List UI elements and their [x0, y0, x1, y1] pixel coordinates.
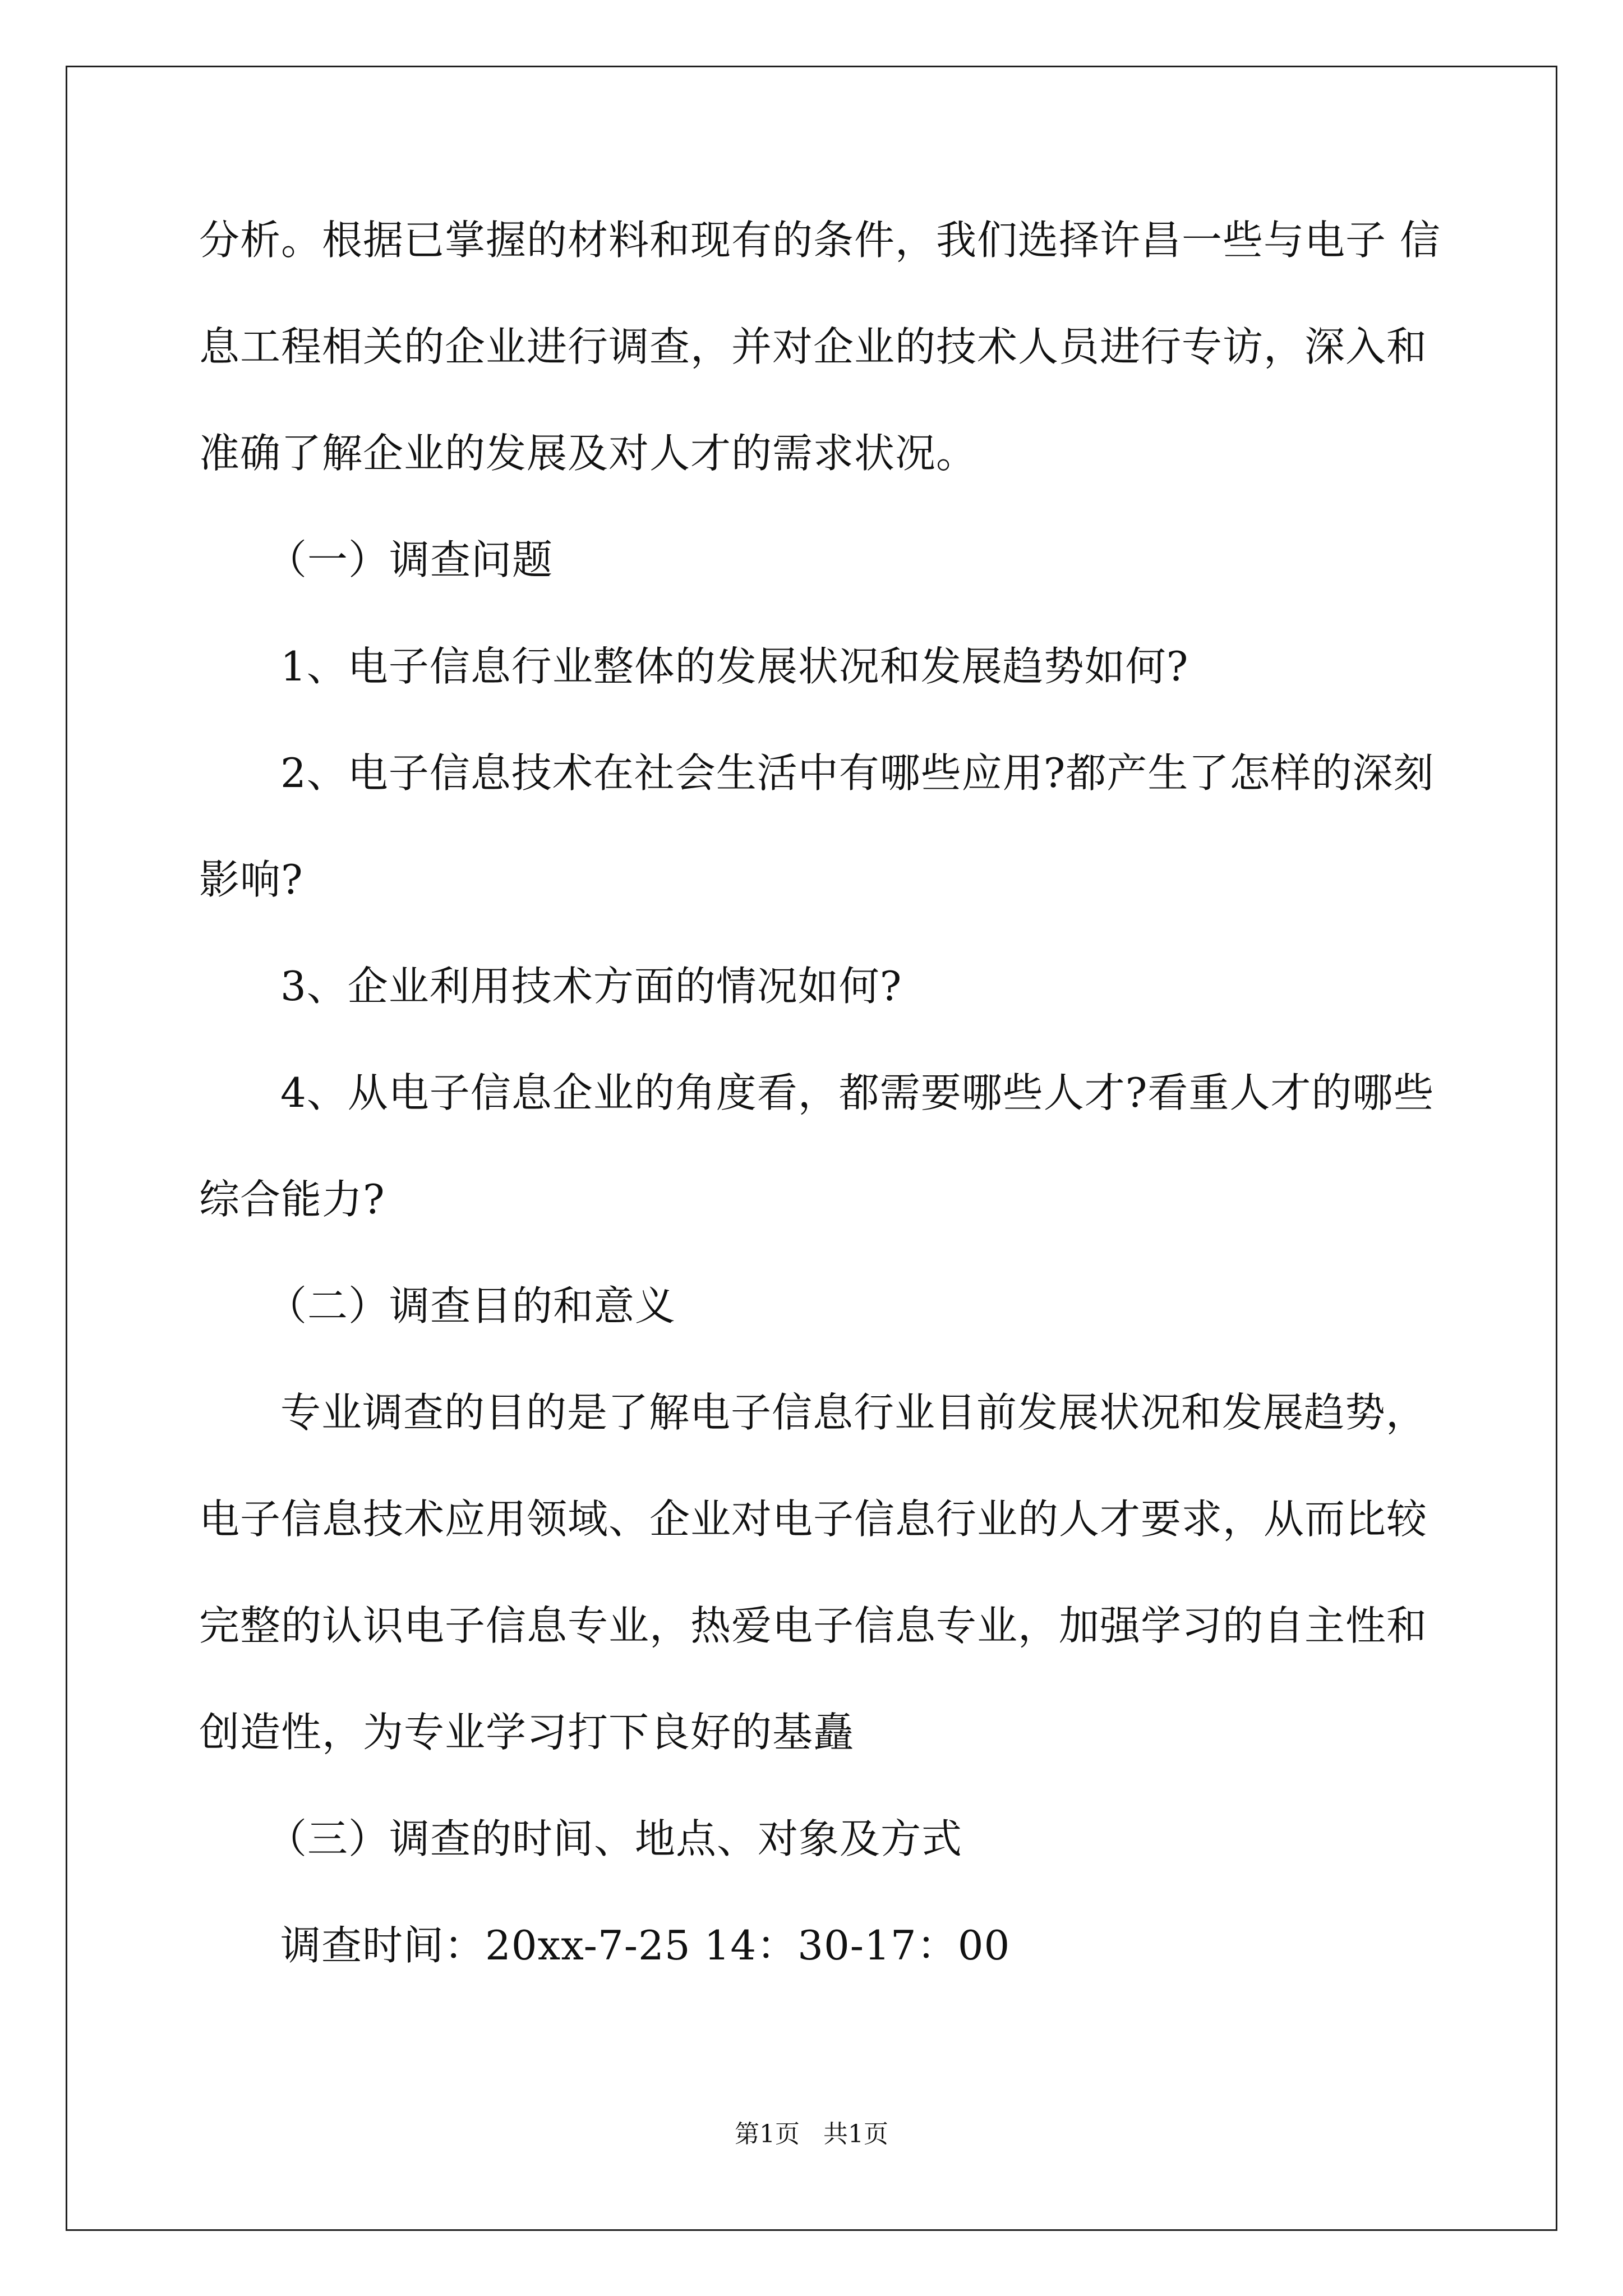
text-line: 4、从电子信息企业的角度看，都需要哪些人才?看重人才的哪些: [280, 1069, 1435, 1116]
text-line: 专业调查的目的是了解电子信息行业目前发展状况和发展趋势，: [280, 1389, 1427, 1436]
text-line: 1、电子信息行业整体的发展状况和发展趋势如何?: [280, 643, 1189, 690]
page-footer: 第1页 共1页: [735, 2120, 888, 2148]
page-border: [66, 66, 1557, 2231]
text-line: 3、企业利用技术方面的情况如何?: [280, 963, 902, 1010]
text-line: 分析。根据已掌握的材料和现有的条件，我们选择许昌一些与电子 信: [199, 217, 1441, 264]
text-line: 影响?: [199, 856, 303, 903]
section-heading: （二）调查目的和意义: [266, 1282, 676, 1329]
section-heading: （三）调查的时间、地点、对象及方式: [266, 1815, 963, 1862]
text-line: 2、电子信息技术在社会生活中有哪些应用?都产生了怎样的深刻: [280, 749, 1435, 797]
text-line: 调查时间：20xx-7-25 14：30-17：00: [280, 1922, 1011, 1969]
text-line: 息工程相关的企业进行调查，并对企业的技术人员进行专访，深入和: [199, 323, 1428, 370]
text-line: 电子信息技术应用领域、企业对电子信息行业的人才要求，从而比较: [199, 1496, 1428, 1543]
section-heading: （一）调查问题: [266, 536, 554, 583]
text-line: 创造性，为专业学习打下良好的基矗: [199, 1709, 855, 1756]
text-line: 准确了解企业的发展及对人才的需求状况。: [199, 430, 978, 477]
text-line: 完整的认识电子信息专业，热爱电子信息专业，加强学习的自主性和: [199, 1602, 1428, 1649]
text-line: 综合能力?: [199, 1176, 385, 1223]
